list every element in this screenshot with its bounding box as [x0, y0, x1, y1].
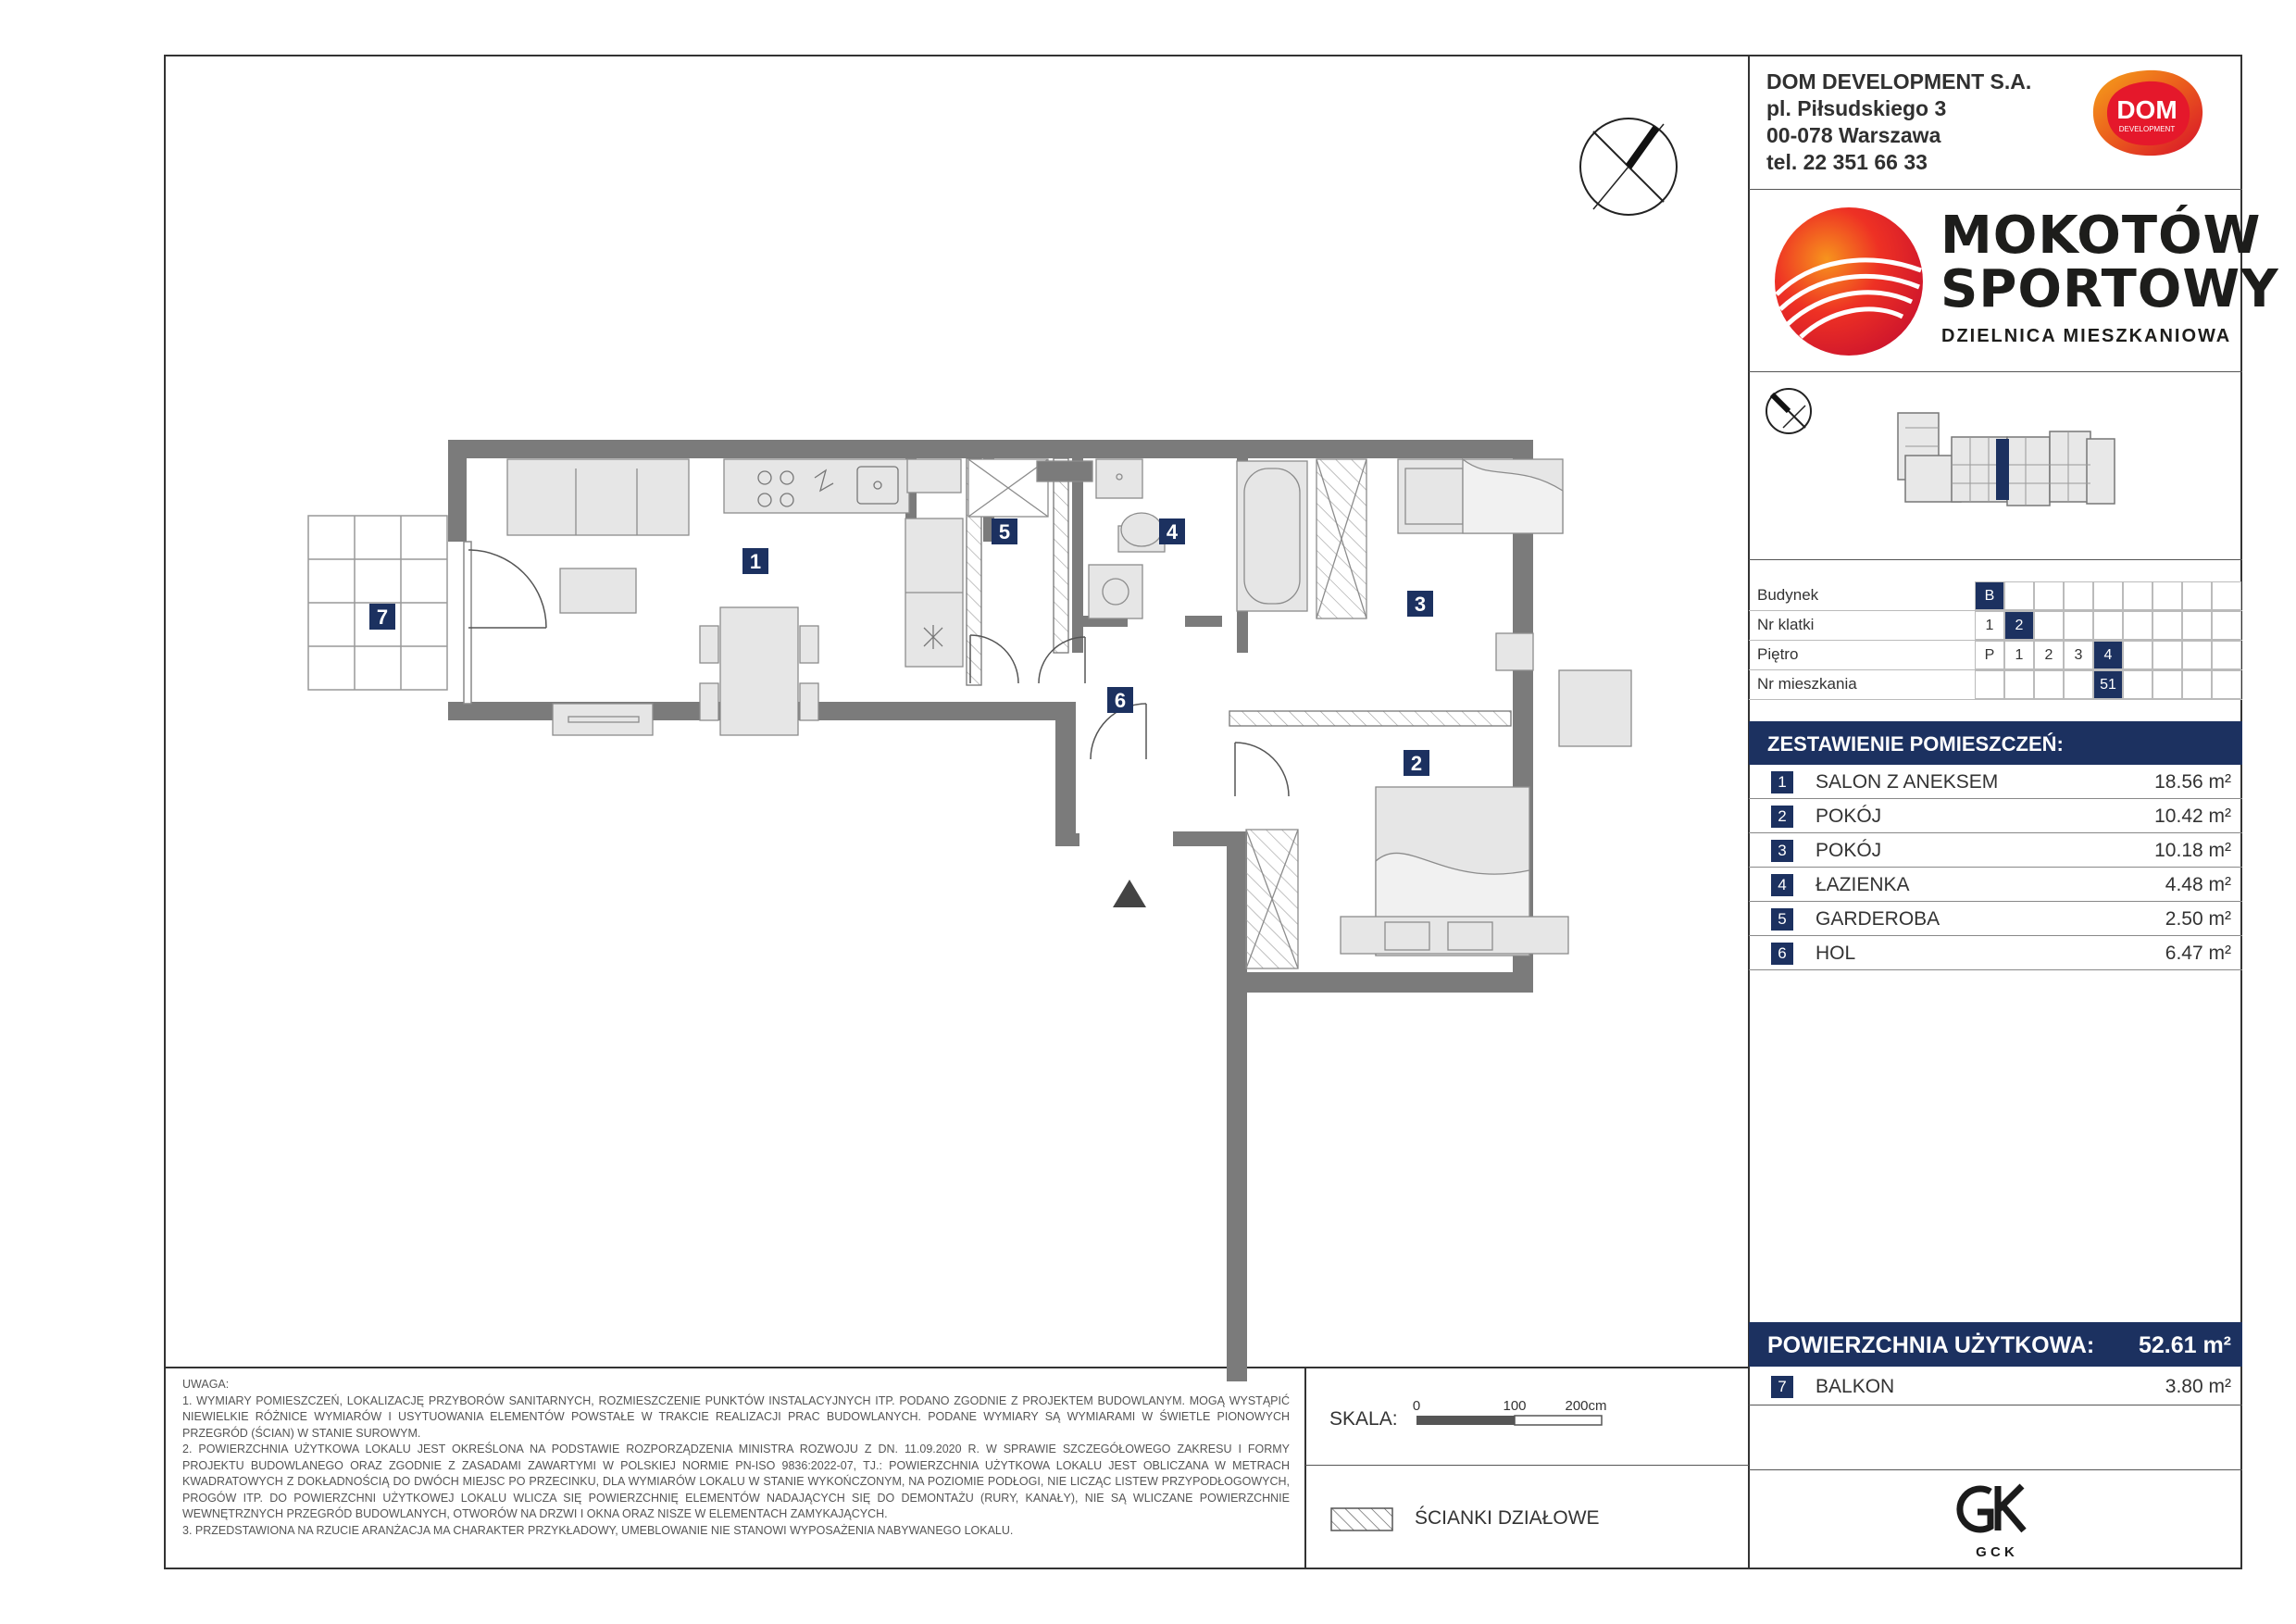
note-item: 3. PRZEDSTAWIONA NA RZUCIE ARANŻACJA MA CHARAKTER PRZYKŁADOWY, UMEBLOWANIE NIE STANOWI WYPOSAŻENIA NABYWANEGO LOKALU. — [182, 1523, 1014, 1537]
notes-title: UWAGA: — [182, 1378, 230, 1391]
room-name: HOL — [1816, 943, 1856, 964]
budynek-label: Budynek — [1757, 586, 1819, 604]
brand-line2: SPORTOWY — [1940, 259, 2279, 319]
room-row — [1749, 765, 2242, 799]
legend-label: ŚCIANKI DZIAŁOWE — [1415, 1507, 1600, 1529]
note-item: 2. POWIERZCHNIA UŻYTKOWA LOKALU JEST OKREŚLONA NA PODSTAWIE ROZPORZĄDZENIA MINISTRA ROZWOJU Z DN. 11.09.2020 R. W SPRAWIE SZCZEGÓŁOWEGO ZAKRESU I FORMY PROJEKTU BUDOWLANEGO ORAZ ZGODNIE Z ZASADAMI ZAWARTYMI W POLSKIEJ NORMIE PN-ISO 9836:2022-07, TJ.: POWIERZCHNIA UŻYTKOWA LOKALU JEST OBLICZANA W METRACH KWADRATOWYCH Z DOKŁADNOŚCIĄ DO DWÓCH MIEJSC PO PRZECINKU, DLA WYMIARÓW LOKALU W STANIE WYKOŃCZONYM, NA POZIOMIE PODŁOGI, NIE LICZĄC LISTEW PRZYPODŁOGOWYCH, PROGÓW ITP. DO POWIERZCHNI UŻYTKOWEJ LOKALU WLICZA SIĘ POWIERZCHNIĘ ELEMENTÓW NADAJĄCYCH SIĘ DO DEMONTAŻU (RURY, KANAŁY), NIE SĄ WLICZANE POWIERZCHNIE WEWNĘTRZNYCH PRZEGRÓD BUDOWLANYCH, OTWORÓW NA DRZWI I OKNA ORAZ NISZE W ELEMENTACH ZAMYKAJĄCYCH. — [182, 1443, 1290, 1520]
company-phone: tel. 22 351 66 33 — [1766, 150, 1928, 174]
mieszkanie-label: Nr mieszkania — [1757, 675, 1857, 693]
empty-cell — [2123, 581, 2152, 610]
empty-cell — [2064, 611, 2093, 640]
plan-tag-5: 5 — [998, 520, 1011, 543]
empty-cell — [2152, 641, 2182, 669]
scale-tick-2: 200cm — [1565, 1398, 1607, 1414]
room-area: 3.80 m² — [2165, 1376, 2231, 1397]
logo-dom-text: DOM — [2116, 95, 2177, 124]
total-label: POWIERZCHNIA UŻYTKOWA: — [1767, 1332, 2095, 1358]
empty-cell — [2212, 641, 2241, 669]
pietro-cell-selected: 4 — [2093, 641, 2123, 669]
company-city: 00-078 Warszawa — [1766, 123, 1941, 147]
footer-divider — [1749, 1469, 2242, 1470]
plan-tag-2: 2 — [1410, 752, 1423, 775]
room-number: 2 — [1771, 806, 1793, 828]
mokotow-sportowy-logo — [1773, 206, 1925, 357]
partition-wall-swatch — [1330, 1507, 1393, 1531]
notes-block — [182, 1377, 1290, 1539]
rooms-header-text: ZESTAWIENIE POMIESZCZEŃ: — [1767, 732, 2064, 756]
plan-tag-4: 4 — [1166, 520, 1179, 543]
room-number: 5 — [1771, 908, 1793, 931]
dom-development-logo — [2088, 67, 2206, 159]
logo-dom-sub: DEVELOPMENT — [2118, 125, 2176, 133]
north-arrow-icon — [1577, 115, 1680, 219]
empty-cell — [2182, 611, 2212, 640]
pietro-cell: P — [1975, 641, 2004, 669]
empty-cell — [2034, 670, 2064, 699]
scale-bar — [1407, 1393, 1607, 1430]
plan-tag-1: 1 — [749, 550, 762, 573]
klatka-label: Nr klatki — [1757, 616, 1815, 633]
empty-cell — [2004, 670, 2034, 699]
rooms-header — [1749, 721, 2242, 765]
pietro-cell: 3 — [2064, 641, 2093, 669]
pietro-label: Piętro — [1757, 645, 1799, 663]
company-info — [1766, 69, 2031, 176]
room-area: 4.48 m² — [2165, 874, 2231, 895]
brand-line1: MOKOTÓW — [1940, 206, 2262, 266]
empty-cell — [2064, 670, 2093, 699]
pietro-cell: 1 — [2004, 641, 2034, 669]
bedroom-2 — [1246, 787, 1568, 968]
room-area: 18.56 m² — [2154, 771, 2231, 793]
floor-plan — [296, 426, 1611, 1000]
empty-cell — [2004, 581, 2034, 610]
total-area-bar — [1749, 1322, 2242, 1367]
plan-tag-3: 3 — [1414, 593, 1427, 616]
room-row — [1749, 936, 2242, 970]
small-compass-icon — [1765, 387, 1813, 435]
empty-cell — [2182, 641, 2212, 669]
room-name: POKÓJ — [1816, 840, 1882, 861]
total-value: 52.61 m² — [2138, 1332, 2231, 1358]
room-number: 3 — [1771, 840, 1793, 862]
company-divider — [1749, 189, 2242, 190]
balcony — [308, 516, 447, 690]
company-street: pl. Piłsudskiego 3 — [1766, 96, 1947, 120]
empty-cell — [2212, 670, 2241, 699]
empty-cell — [2123, 611, 2152, 640]
klatka-cell: 1 — [1975, 611, 2004, 640]
scale-tick-0: 0 — [1412, 1398, 1421, 1414]
scale-label: SKALA: — [1329, 1408, 1398, 1430]
empty-cell — [2123, 670, 2152, 699]
room-number: 7 — [1771, 1376, 1793, 1398]
empty-cell — [2034, 611, 2064, 640]
room-number: 6 — [1771, 943, 1793, 965]
empty-cell — [2152, 611, 2182, 640]
scale-divider — [1304, 1367, 1306, 1569]
legend-divider — [1305, 1465, 1749, 1466]
empty-cell — [2152, 581, 2182, 610]
plan-tag-7: 7 — [376, 606, 389, 629]
room-row — [1749, 833, 2242, 868]
empty-cell — [2182, 670, 2212, 699]
budynek-cell: B — [1975, 581, 2004, 610]
mieszkanie-cell: 51 — [2093, 670, 2123, 699]
room-area: 10.18 m² — [2154, 840, 2231, 861]
room-number: 4 — [1771, 874, 1793, 896]
empty-cell — [2212, 581, 2241, 610]
empty-cell — [1975, 670, 2004, 699]
klatka-cell-selected: 2 — [2004, 611, 2034, 640]
balcony-row — [1749, 1369, 2242, 1404]
plan-tag-6: 6 — [1114, 689, 1127, 712]
room-area: 2.50 m² — [2165, 908, 2231, 930]
brand-subtitle: DZIELNICA MIESZKANIOWA — [1941, 326, 2232, 346]
gck-letters: G C K — [1976, 1544, 2015, 1560]
keyplan-divider — [1749, 559, 2242, 560]
room-name: SALON Z ANEKSEM — [1816, 771, 1999, 793]
room-area: 10.42 m² — [2154, 806, 2231, 827]
bathroom — [1089, 459, 1366, 618]
note-item: 1. WYMIARY POMIESZCZEŃ, LOKALIZACJĘ PRZYBORÓW SANITARNYCH, ROZMIESZCZENIE PUNKTÓW INSTALACYJNYCH ITP. PODANO ZGODNIE Z PROJEKTEM BUDOWLANYM. MOGĄ WYSTĄPIĆ NIEWIELKIE RÓŻNICE WYMIARÓW I USYTUOWANIA ELEMENTÓW POWSTAŁE W TRAKCIE REALIZACJI PRAC BUDOWLANYCH. PODANE WYMIARY SĄ WYMIARAMI W ŚWIETLE PIONOWYCH PRZEGRÓD (ŚCIAN) W STANIE SUROWYM. — [182, 1393, 1290, 1440]
pietro-cell: 2 — [2034, 641, 2064, 669]
empty-cell — [2064, 581, 2093, 610]
building-key-plan — [1896, 409, 2118, 509]
room-row — [1749, 799, 2242, 833]
empty-cell — [2034, 581, 2064, 610]
room-name: POKÓJ — [1816, 806, 1882, 827]
brand-title — [1940, 206, 2279, 319]
company-name: DOM DEVELOPMENT S.A. — [1766, 69, 2032, 94]
gck-logo — [1944, 1479, 2046, 1562]
info-row-line — [1749, 699, 2242, 700]
room-number: 1 — [1771, 771, 1793, 793]
room-name: BALKON — [1816, 1376, 1895, 1397]
brand-divider — [1749, 371, 2242, 372]
empty-cell — [2123, 641, 2152, 669]
notes-divider — [164, 1367, 1749, 1368]
empty-cell — [2093, 581, 2123, 610]
room-name: ŁAZIENKA — [1816, 874, 1910, 895]
empty-cell — [2152, 670, 2182, 699]
room-row — [1749, 902, 2242, 936]
room-area: 6.47 m² — [2165, 943, 2231, 964]
room-row — [1749, 868, 2242, 902]
empty-cell — [2093, 611, 2123, 640]
empty-cell — [2212, 611, 2241, 640]
empty-cell — [2182, 581, 2212, 610]
scale-tick-1: 100 — [1503, 1398, 1527, 1414]
room-name: GARDEROBA — [1816, 908, 1940, 930]
